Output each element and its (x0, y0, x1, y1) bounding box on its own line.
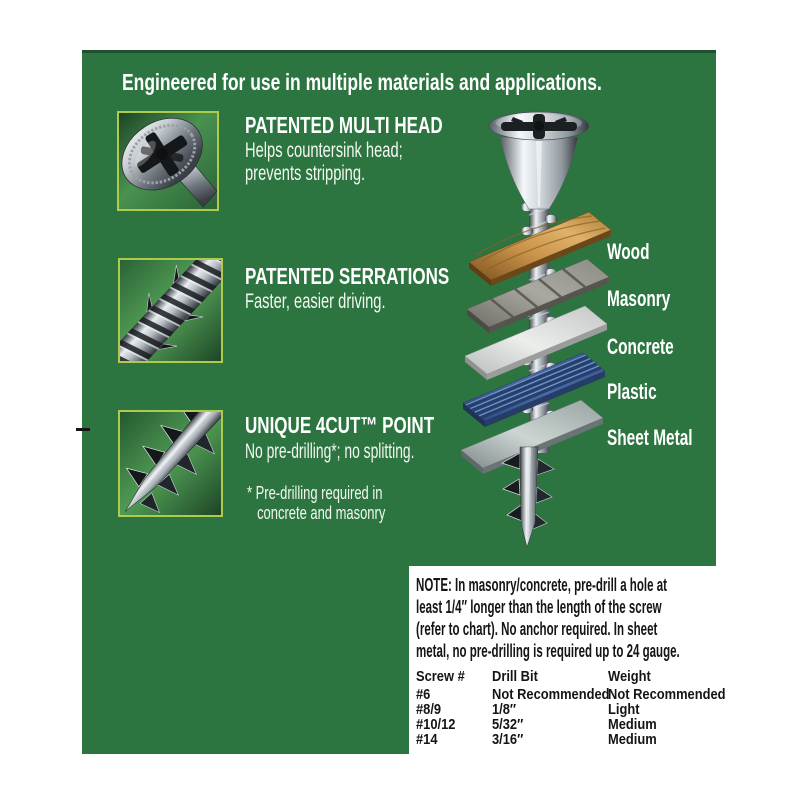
note-line: metal, no pre-drilling is required up to 24 gauge. (416, 641, 680, 661)
table-cell: Medium (608, 716, 657, 733)
feature-text-serrations: Faster, easier driving. (245, 290, 386, 313)
table-cell: 1/8″ (492, 701, 517, 718)
multi-head-illustration (119, 113, 217, 209)
feature-title-serrations: PATENTED SERRATIONS (245, 263, 450, 289)
pre-drill-note (416, 574, 680, 662)
spec-table-header-weight: Weight (608, 668, 651, 685)
spec-table-column-weight (608, 669, 726, 747)
feature-title-multi-head: PATENTED MULTI HEAD (245, 112, 443, 138)
table-cell: #10/12 (416, 716, 456, 733)
layer-label-concrete: Concrete (607, 334, 674, 359)
panel-header: Engineered for use in multiple materials and applications. (122, 69, 602, 95)
layer-label-sheet-metal: Sheet Metal (607, 425, 693, 450)
table-cell: #6 (416, 686, 431, 703)
feature-title-point: UNIQUE 4CUT™ POINT (245, 412, 435, 438)
screw-head (489, 112, 589, 209)
note-line: least 1/4″ longer than the length of the screw (416, 597, 662, 617)
point-illustration (120, 412, 221, 515)
multi-head-photo (117, 111, 219, 211)
table-cell: Light (608, 701, 640, 718)
feature-text-multi-head: Helps countersink head; prevents stripping. (245, 139, 403, 185)
screw-tip (502, 447, 554, 547)
table-cell: Not Recommended (608, 686, 726, 703)
spec-table-header-drill-bit: Drill Bit (492, 668, 538, 685)
spec-table-column-drill-bit (492, 669, 610, 747)
feature-text-point: No pre-drilling*; no splitting. (245, 440, 415, 463)
layer-label-wood: Wood (607, 239, 650, 264)
crop-mark (76, 428, 90, 431)
table-cell: 5/32″ (492, 716, 524, 733)
spec-table-column-screw (416, 669, 465, 747)
table-cell: Medium (608, 731, 657, 748)
serrations-illustration (120, 260, 221, 361)
serrations-photo (118, 258, 223, 363)
table-cell: 3/16″ (492, 731, 524, 748)
table-cell: Not Recommended (492, 686, 610, 703)
note-line: (refer to chart). No anchor required. In sheet (416, 619, 658, 639)
screw-materials-diagram (450, 95, 716, 570)
spec-table-header-screw: Screw # (416, 668, 465, 685)
note-line: NOTE: In masonry/concrete, pre-drill a hole at (416, 575, 667, 595)
layer-label-masonry: Masonry (607, 286, 671, 311)
4cut-point-photo (118, 410, 223, 517)
feature-footnote: * Pre-drilling required in concrete and masonry (247, 483, 386, 523)
table-cell: #14 (416, 731, 438, 748)
table-cell: #8/9 (416, 701, 442, 718)
layer-label-plastic: Plastic (607, 379, 657, 404)
